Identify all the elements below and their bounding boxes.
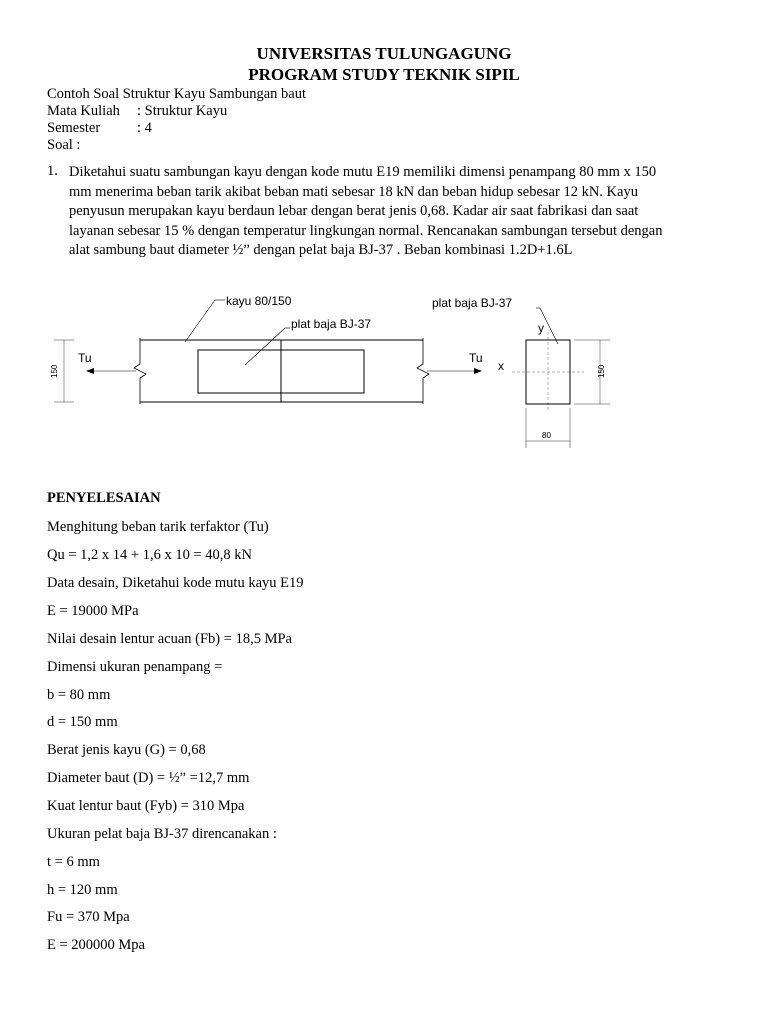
- solution-line: d = 150 mm: [47, 714, 118, 730]
- label-y: y: [538, 321, 544, 335]
- solution-line: E = 200000 Mpa: [47, 937, 145, 953]
- solution-line: Menghitung beban tarik terfaktor (Tu): [47, 519, 269, 535]
- label-kayu: kayu 80/150: [226, 294, 292, 308]
- kayu-leader: [185, 300, 215, 342]
- dim-80: 80: [542, 431, 551, 440]
- plat-leader: [245, 328, 285, 365]
- question-line: layanan sebesar 15 % dengan temperatur lingkungan normal. Rencanakan sambungan tersebut dengan: [69, 222, 663, 239]
- solution-line: Qu = 1,2 x 14 + 1,6 x 10 = 40,8 kN: [47, 547, 252, 563]
- example-subject-line: Contoh Soal Struktur Kayu Sambungan baut: [47, 86, 306, 102]
- solution-line: h = 120 mm: [47, 882, 118, 898]
- semester-value: : 4: [137, 120, 152, 136]
- solution-line: b = 80 mm: [47, 687, 111, 703]
- solution-line: Nilai desain lentur acuan (Fb) = 18,5 MPa: [47, 631, 292, 647]
- question-number: 1.: [47, 163, 58, 179]
- solution-line: Diameter baut (D) = ½” =12,7 mm: [47, 770, 250, 786]
- solution-heading: PENYELESAIAN: [47, 490, 161, 506]
- dim-150-left: 150: [50, 364, 59, 378]
- label-plat-right: plat baja BJ-37: [432, 296, 513, 310]
- left-load-arrow-head: [86, 368, 94, 374]
- solution-line: Data desain, Diketahui kode mutu kayu E19: [47, 575, 304, 591]
- solution-line: E = 19000 MPa: [47, 603, 139, 619]
- semester-line: [47, 120, 152, 137]
- solution-line: Fu = 370 Mpa: [47, 909, 130, 925]
- label-plat-center: plat baja BJ-37: [291, 317, 372, 331]
- solution-line: Dimensi ukuran penampang =: [47, 659, 223, 675]
- label-tu-right: Tu: [469, 351, 483, 365]
- course-key: Mata Kuliah: [47, 103, 120, 119]
- program-title: PROGRAM STUDY TEKNIK SIPIL: [248, 65, 520, 84]
- question-line: mm menerima beban tarik akibat beban mati sebesar 18 kN dan beban hidup sebesar 12 kN. Kayu: [69, 183, 638, 200]
- question-line: alat sambung baut diameter ½” dengan pelat baja BJ-37 . Beban kombinasi 1.2D+1.6L: [69, 242, 573, 258]
- semester-key: Semester: [47, 120, 101, 136]
- question-label: Soal :: [47, 137, 81, 153]
- solution-line: Ukuran pelat baja BJ-37 direncanakan :: [47, 826, 277, 842]
- course-line: [47, 103, 227, 120]
- solution-line: t = 6 mm: [47, 854, 100, 870]
- question-line: penyusun merupakan kayu berdaun lebar dengan berat jenis 0,68. Kadar air saat fabrikasi dan saat: [69, 203, 639, 219]
- question-line: Diketahui suatu sambungan kayu dengan kode mutu E19 memiliki dimensi penampang 80 mm x 150: [69, 164, 657, 180]
- dim-150-right: 150: [597, 364, 606, 378]
- question-text: [69, 163, 735, 261]
- connection-diagram: [40, 290, 640, 460]
- course-value: : Struktur Kayu: [137, 103, 228, 119]
- university-title: UNIVERSITAS TULUNGAGUNG: [256, 44, 512, 63]
- label-tu-left: Tu: [78, 351, 92, 365]
- right-load-arrow-head: [474, 368, 482, 374]
- solution-line: Berat jenis kayu (G) = 0,68: [47, 742, 206, 758]
- solution-line: Kuat lentur baut (Fyb) = 310 Mpa: [47, 798, 245, 814]
- label-x: x: [498, 359, 504, 373]
